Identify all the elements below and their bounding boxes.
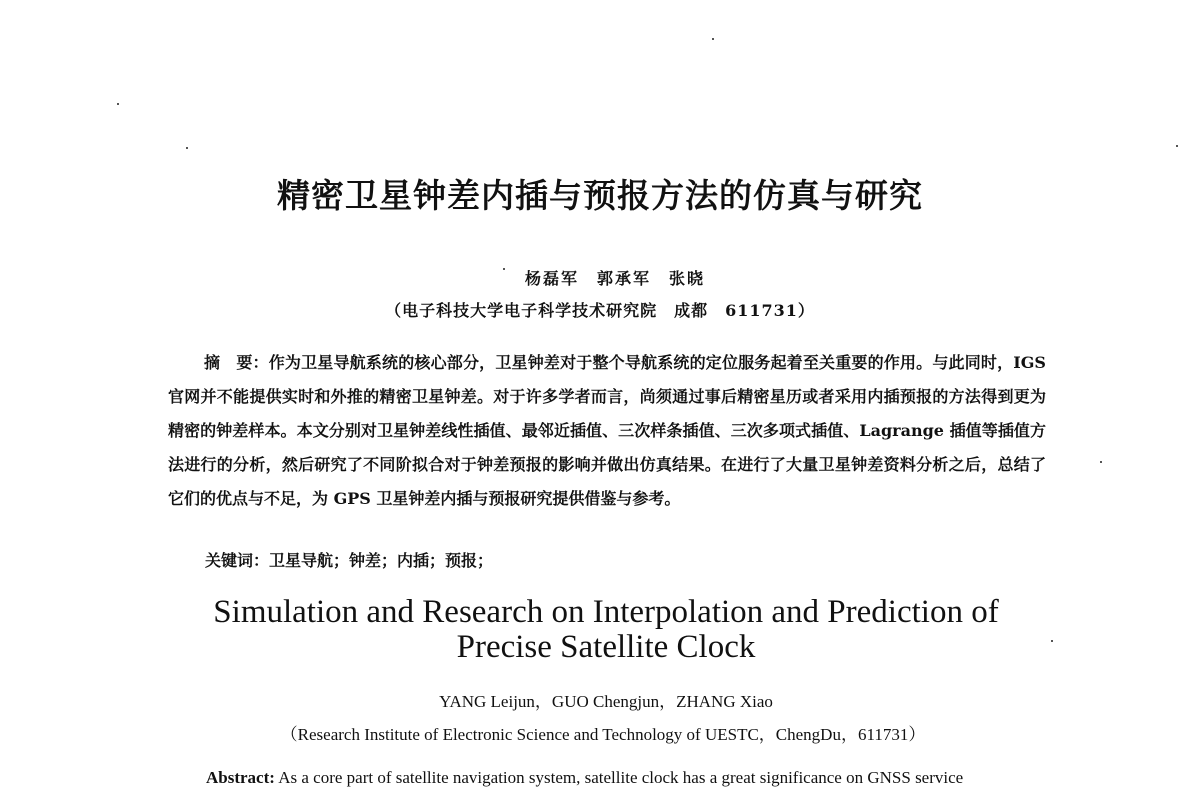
scan-speck bbox=[712, 38, 714, 40]
english-title bbox=[0, 595, 1200, 665]
chinese-affiliation: （电子科技大学电子科学技术研究院 成都 611731） bbox=[385, 301, 815, 320]
english-authors: YANG Leijun，GUO Chengjun，ZHANG Xiao bbox=[439, 692, 773, 711]
english-abstract bbox=[206, 768, 1106, 788]
chinese-title: 精密卫星钟差内插与预报方法的仿真与研究 bbox=[277, 176, 923, 215]
chinese-keywords-label: 关键词： bbox=[205, 551, 270, 570]
chinese-abstract bbox=[168, 346, 1046, 516]
english-abstract-text: As a core part of satellite navigation system, satellite clock has a great significance on GNSS service bbox=[278, 768, 964, 787]
scan-speck bbox=[503, 268, 505, 270]
english-affiliation: （Research Institute of Electronic Science and Technology of UESTC，ChengDu，611731） bbox=[280, 725, 926, 744]
scan-speck bbox=[1100, 461, 1102, 463]
english-abstract-label: Abstract: bbox=[206, 768, 275, 787]
chinese-keywords-text: 卫星导航；钟差；内插；预报； bbox=[269, 551, 494, 570]
chinese-abstract-label: 摘 要： bbox=[204, 353, 269, 372]
scan-speck bbox=[117, 103, 119, 105]
scan-speck bbox=[1051, 640, 1053, 642]
chinese-authors: 杨磊军 郭承军 张晓 bbox=[524, 269, 705, 288]
chinese-abstract-text: 作为卫星导航系统的核心部分，卫星钟差对于整个导航系统的定位服务起着至关重要的作用。与此同时，IGS 官网并不能提供实时和外推的精密卫星钟差。对于许多学者而言，尚须通过事后精密星历或者采用内插预报的方法得到更为精密的钟差样本。本文分别对卫星钟差线性插值、最邻近插值、三次样条插值、三次多项式插值、Lagrange 插值等插值方法进行的分析，然后研究了不同阶拟合对于钟差预报的影响并做出仿真结果。在进行了大量卫星钟差资料分析之后，总结了它们的优点与不足，为 GPS 卫星钟差内插与预报研究提供借鉴与参考。 bbox=[168, 353, 1046, 508]
chinese-keywords bbox=[205, 548, 493, 571]
english-title-line-1: Simulation and Research on Interpolation and Prediction of bbox=[213, 594, 999, 630]
scan-speck bbox=[1176, 145, 1178, 147]
english-title-line-2: Precise Satellite Clock bbox=[456, 629, 756, 665]
scan-speck bbox=[186, 147, 188, 149]
